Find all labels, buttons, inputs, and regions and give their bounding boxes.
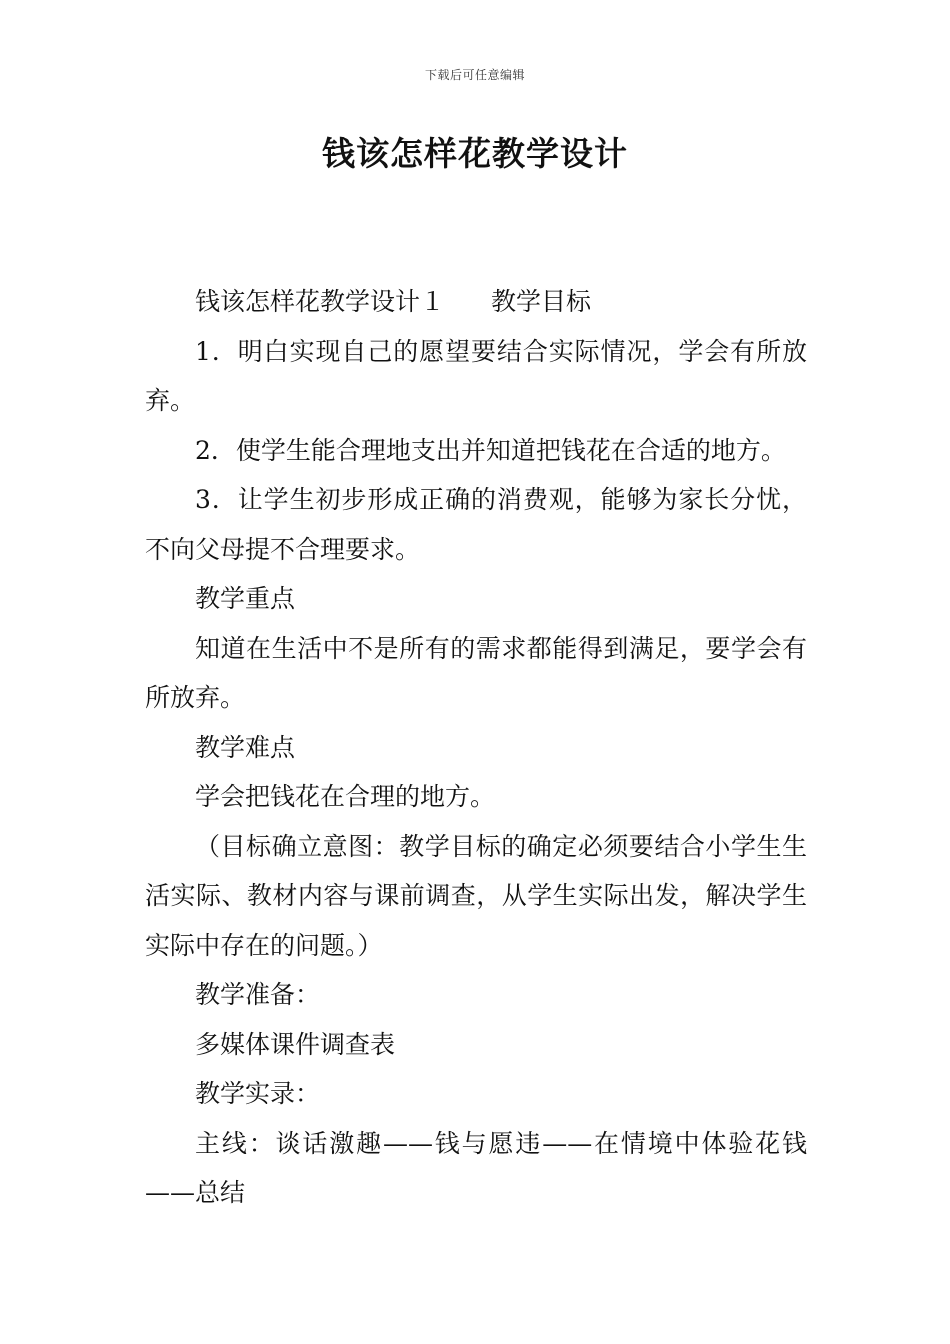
difficulties-text: 学会把钱花在合理的地方。 [195, 782, 496, 811]
preparation-text: 多媒体课件调查表 [195, 1029, 396, 1059]
objective-rationale: （目标确立意图：教学目标的确定必须要结合小学生生活实际、教材内容与课前调查，从学生实际出发，解决学生实际中存在的问题。） [145, 831, 807, 960]
record-heading: 教学实录： [195, 1079, 321, 1108]
key-points-text: 知道在生活中不是所有的需求都能得到满足，要学会有所放弃。 [145, 633, 807, 712]
objective-3: 3．让学生初步形成正确的消费观，能够为家长分忧，不向父母提不合理要求。 [145, 485, 807, 564]
section-intro-part1: 钱该怎样花教学设计１ [195, 287, 446, 316]
objective-1: 1．明白实现自己的愿望要结合实际情况，学会有所放弃。 [145, 336, 807, 415]
objective-2: 2．使学生能合理地支出并知道把钱花在合适的地方。 [195, 435, 786, 465]
section-intro-part2: 教学目标 [491, 287, 592, 316]
main-line-text: 主线：谈话激趣——钱与愿违——在情境中体验花钱——总结 [145, 1128, 807, 1207]
key-points-heading: 教学重点 [195, 584, 296, 613]
document-title: 钱该怎样花教学设计 [322, 134, 628, 173]
header-note: 下载后可任意编辑 [424, 68, 525, 82]
section-intro-paragraph [145, 277, 807, 327]
document-body [145, 277, 807, 1218]
preparation-heading: 教学准备： [195, 980, 321, 1009]
difficulties-heading: 教学难点 [195, 732, 296, 762]
